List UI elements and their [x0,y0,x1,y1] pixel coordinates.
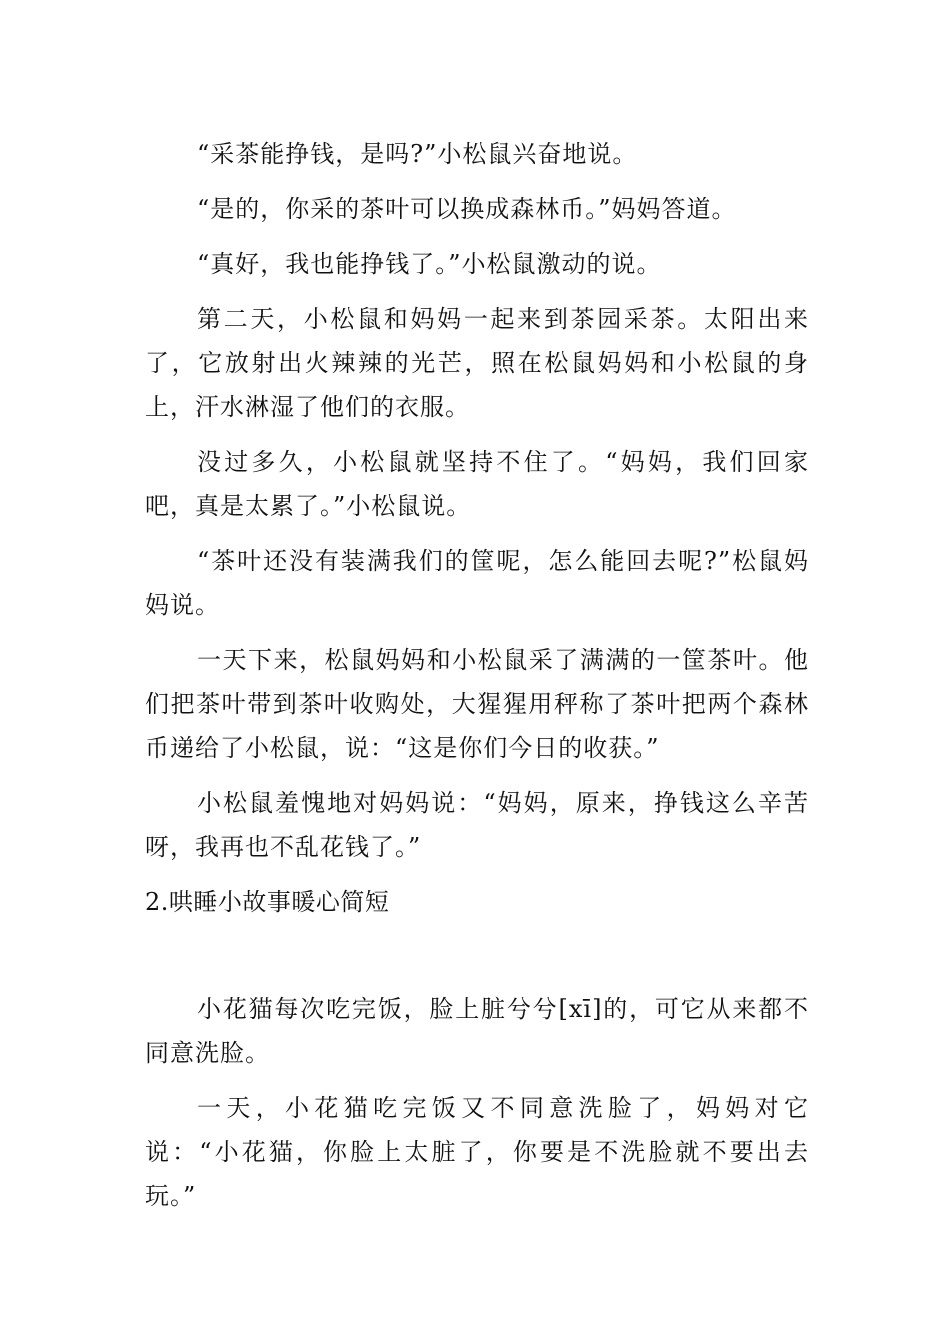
paragraph: “茶叶还没有装满我们的筐呢，怎么能回去呢?”松鼠妈妈说。 [145,547,809,619]
paragraph: “真好，我也能挣钱了。”小松鼠激动的说。 [197,250,662,278]
paragraph: 一天，小花猫吃完饭又不同意洗脸了，妈妈对它说：“小花猫，你脸上太脏了，你要是不洗脸就不要出去玩。” [145,1094,809,1210]
section-heading: 2.哄睡小故事暖心简短 [145,888,390,916]
paragraph: 没过多久，小松鼠就坚持不住了。“妈妈，我们回家吧，真是太累了。”小松鼠说。 [145,448,809,520]
paragraph: “是的，你采的茶叶可以换成森林币。”妈妈答道。 [197,195,737,223]
document-body [145,132,809,1229]
paragraph: 小花猫每次吃完饭，脸上脏兮兮[xī]的，可它从来都不同意洗脸。 [145,995,809,1067]
section-spacer [145,935,809,987]
paragraph: 小松鼠羞愧地对妈妈说：“妈妈，原来，挣钱这么辛苦呀，我再也不乱花钱了。” [145,789,809,861]
paragraph: “采茶能挣钱，是吗?”小松鼠兴奋地说。 [197,140,638,168]
paragraph: 第二天，小松鼠和妈妈一起来到茶园采茶。太阳出来了，它放射出火辣辣的光芒，照在松鼠妈妈和小松鼠的身上，汗水淋湿了他们的衣服。 [145,305,809,421]
paragraph: 一天下来，松鼠妈妈和小松鼠采了满满的一筐茶叶。他们把茶叶带到茶叶收购处，大猩猩用秤称了茶叶把两个森林币递给了小松鼠，说：“这是你们今日的收获。” [145,646,809,762]
